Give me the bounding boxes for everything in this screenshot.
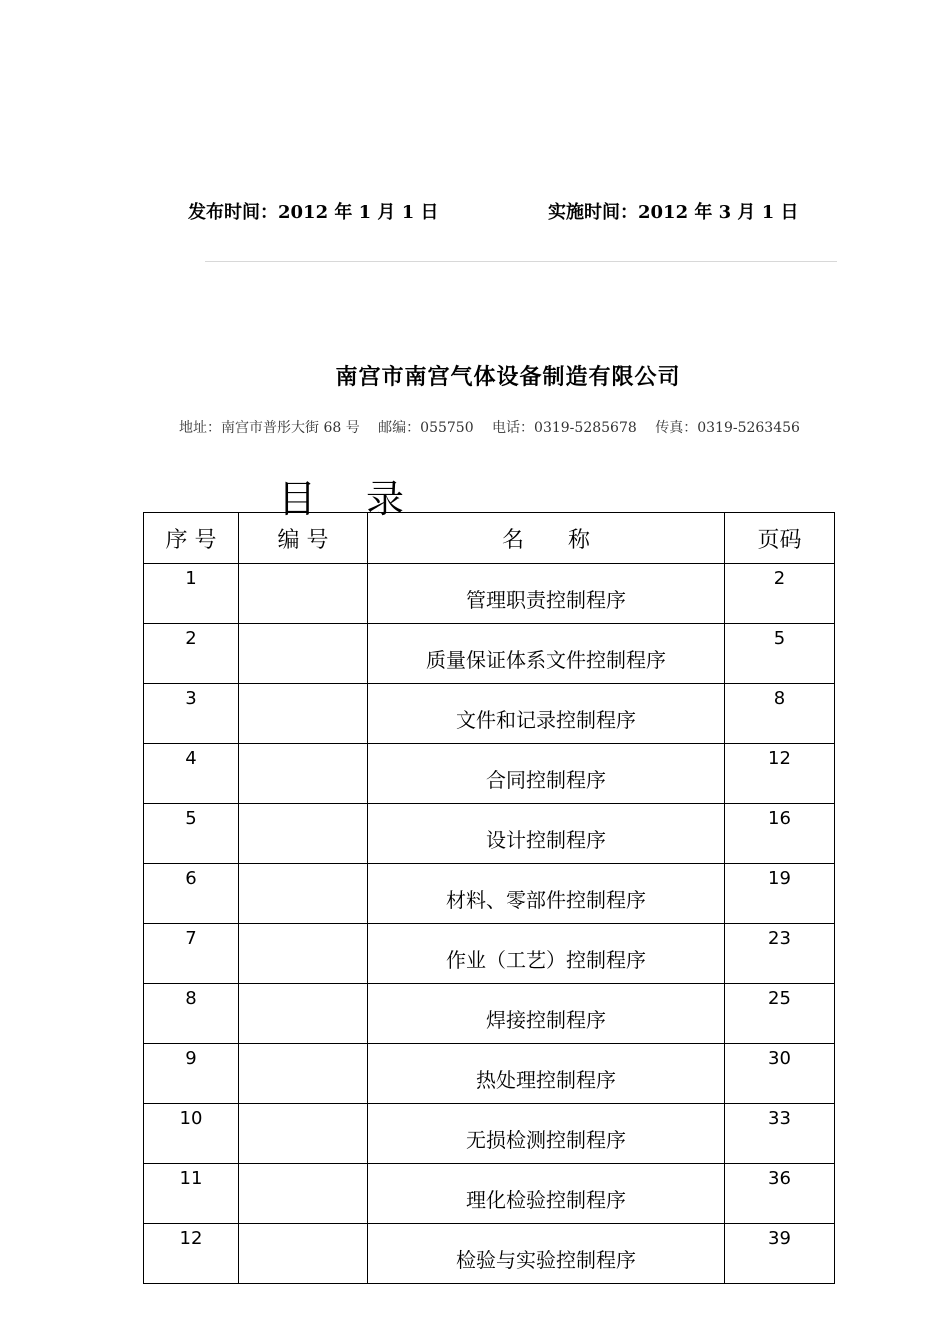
table-row xyxy=(144,984,835,1044)
table-row xyxy=(144,1044,835,1104)
table-row xyxy=(144,924,835,984)
table-row xyxy=(144,624,835,684)
table-row xyxy=(144,684,835,744)
toc-title-char-2: 录 xyxy=(366,477,405,521)
table-row xyxy=(144,864,835,924)
row-number: 3 xyxy=(144,684,239,744)
row-name: 作业（工艺）控制程序 xyxy=(368,924,725,984)
row-number: 11 xyxy=(144,1164,239,1224)
divider-line xyxy=(205,261,837,262)
company-address: 地址：南宫市普彤大街 68 号 邮编：055750 电话：0319-5285678 传真：0319-5263456 xyxy=(179,420,800,436)
row-name: 管理职责控制程序 xyxy=(368,564,725,624)
table-row xyxy=(144,1104,835,1164)
row-code xyxy=(239,1224,368,1284)
row-page: 23 xyxy=(725,924,835,984)
row-number: 6 xyxy=(144,864,239,924)
row-code xyxy=(239,624,368,684)
row-page: 16 xyxy=(725,804,835,864)
toc-header-row xyxy=(144,513,835,564)
toc-title-char-1: 目 xyxy=(278,477,317,521)
row-code xyxy=(239,984,368,1044)
row-code xyxy=(239,744,368,804)
row-code xyxy=(239,804,368,864)
row-page: 8 xyxy=(725,684,835,744)
row-code xyxy=(239,1044,368,1104)
row-number: 4 xyxy=(144,744,239,804)
header-name: 名 称 xyxy=(368,513,725,564)
row-number: 7 xyxy=(144,924,239,984)
company-name: 南宫市南宫气体设备制造有限公司 xyxy=(335,364,681,390)
row-page: 5 xyxy=(725,624,835,684)
row-name: 质量保证体系文件控制程序 xyxy=(368,624,725,684)
table-row xyxy=(144,1164,835,1224)
row-number: 2 xyxy=(144,624,239,684)
row-page: 19 xyxy=(725,864,835,924)
toc-body xyxy=(144,564,835,1284)
row-page: 12 xyxy=(725,744,835,804)
row-number: 9 xyxy=(144,1044,239,1104)
row-name: 无损检测控制程序 xyxy=(368,1104,725,1164)
row-name: 热处理控制程序 xyxy=(368,1044,725,1104)
table-row xyxy=(144,1224,835,1284)
row-page: 25 xyxy=(725,984,835,1044)
row-name: 文件和记录控制程序 xyxy=(368,684,725,744)
date-header xyxy=(188,198,828,228)
row-name: 检验与实验控制程序 xyxy=(368,1224,725,1284)
row-name: 理化检验控制程序 xyxy=(368,1164,725,1224)
row-code xyxy=(239,564,368,624)
toc-table xyxy=(143,512,835,1284)
row-name: 设计控制程序 xyxy=(368,804,725,864)
row-code xyxy=(239,864,368,924)
table-row xyxy=(144,744,835,804)
row-number: 10 xyxy=(144,1104,239,1164)
row-name: 材料、零部件控制程序 xyxy=(368,864,725,924)
header-page: 页码 xyxy=(725,513,835,564)
row-page: 30 xyxy=(725,1044,835,1104)
row-page: 36 xyxy=(725,1164,835,1224)
effective-date: 实施时间：2012 年 3 月 1 日 xyxy=(548,202,799,223)
row-code xyxy=(239,684,368,744)
header-code: 编 号 xyxy=(239,513,368,564)
row-page: 33 xyxy=(725,1104,835,1164)
row-number: 1 xyxy=(144,564,239,624)
row-code xyxy=(239,924,368,984)
row-page: 2 xyxy=(725,564,835,624)
table-row xyxy=(144,564,835,624)
row-number: 12 xyxy=(144,1224,239,1284)
row-code xyxy=(239,1104,368,1164)
row-code xyxy=(239,1164,368,1224)
row-page: 39 xyxy=(725,1224,835,1284)
row-name: 合同控制程序 xyxy=(368,744,725,804)
row-number: 8 xyxy=(144,984,239,1044)
row-number: 5 xyxy=(144,804,239,864)
header-no: 序 号 xyxy=(144,513,239,564)
publish-date: 发布时间：2012 年 1 月 1 日 xyxy=(188,202,439,223)
table-row xyxy=(144,804,835,864)
row-name: 焊接控制程序 xyxy=(368,984,725,1044)
